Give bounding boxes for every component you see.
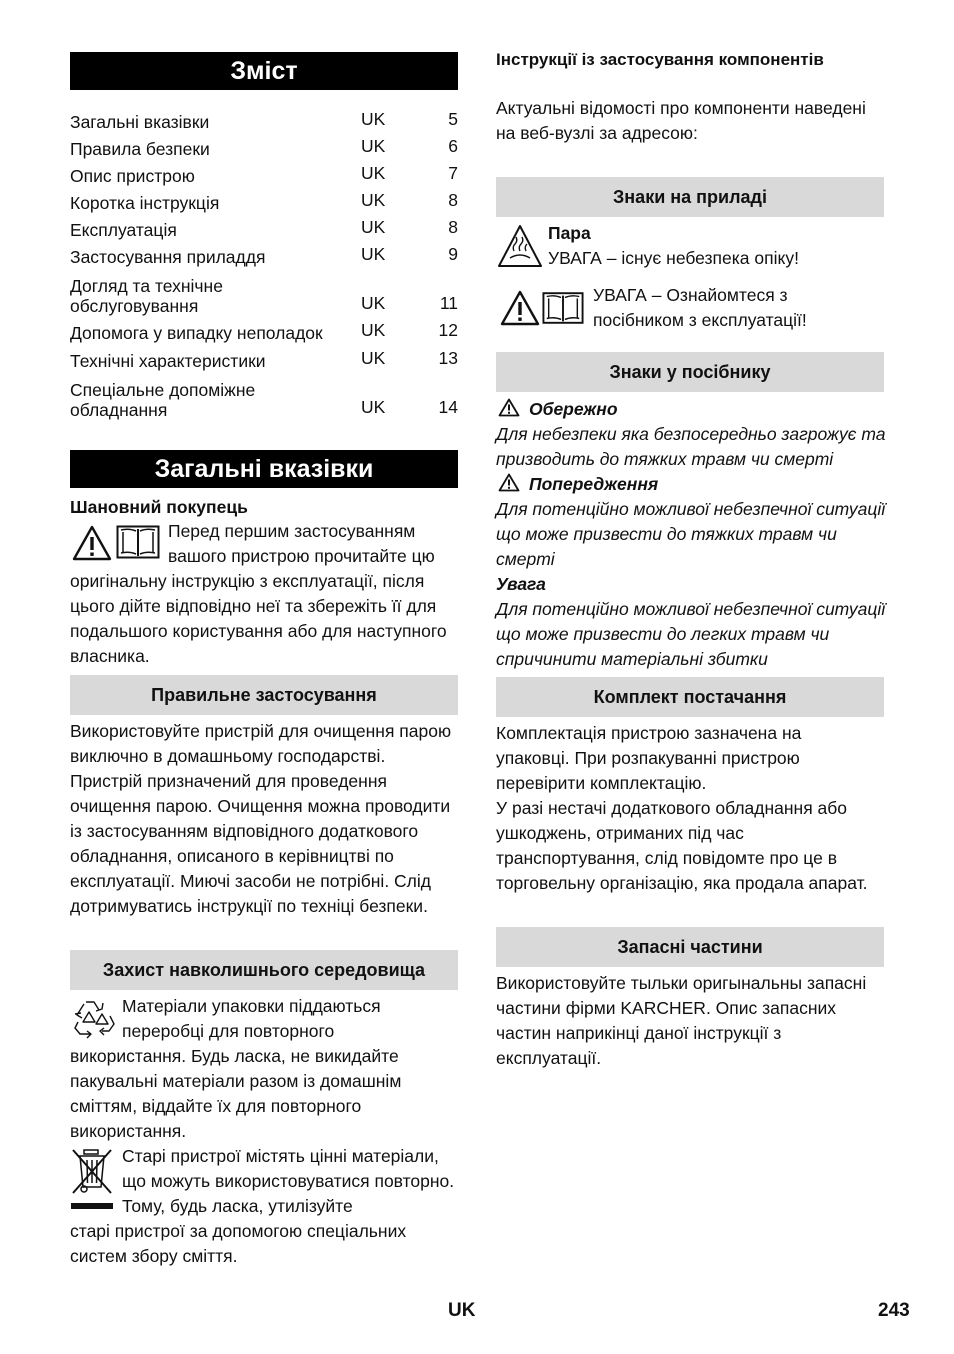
steam-label: Пара [548, 223, 591, 243]
intro-first-lines: Перед першим застосуванням вашого пристрою прочитайте цю [168, 521, 435, 566]
proper-use-text: Використовуйте пристрій для очищення парою виключно в домашньому господарстві. Пристрій призначений для проведення очищення парою. Очищення можна проводити із застосуванням відповідного додаткового обладнання, описаного в керівництві по експлуатації. Миючі засоби не потрібні. Слід дотримуватись інструкції по техніці безпеки. [70, 721, 452, 916]
hot-steam-warning-icon [497, 224, 543, 268]
dear-customer-heading: Шановний покупець [70, 497, 248, 517]
table-of-contents [70, 105, 458, 420]
crossed-bin-icon [70, 1147, 114, 1217]
steam-text: УВАГА – існує небезпека опіку! [548, 248, 799, 268]
toc-row[interactable]: Спеціальне допоміжне обладнання UK 14 [70, 380, 458, 420]
danger-label: Обережно [529, 399, 618, 419]
device-signs-heading: Знаки на приладі [496, 177, 884, 217]
footer-language: UK [448, 1300, 476, 1321]
manual-book-icon [542, 290, 584, 326]
proper-use-heading: Правильне застосування [70, 675, 458, 715]
toc-row[interactable]: Догляд та технічне обслуговування UK 11 [70, 276, 458, 316]
toc-row[interactable]: Коротка інструкція UK 8 [70, 190, 458, 213]
spare-parts-heading: Запасні частини [496, 927, 884, 967]
page-number: 243 [878, 1300, 910, 1321]
small-warning-icon [498, 398, 520, 417]
recycle-icon [72, 998, 116, 1040]
scope-text-2: У разі нестачі додаткового обладнання або ушкоджень, отриманих під час транспортування, слід повідомте про це в торговельну організацію, яка продала апарат. [496, 798, 868, 893]
scope-heading: Комплект постачання [496, 677, 884, 717]
toc-row[interactable]: Застосування приладдя UK 9 [70, 244, 458, 267]
weee-first-lines: Старі пристрої містять цінні матеріали, що можуть використовуватися повторно. Тому, будь ласка, утилізуйте [122, 1146, 455, 1216]
warning-label: Попередження [529, 474, 659, 494]
manual-book-icon [116, 525, 160, 559]
warning-text: Для потенційно можливої небезпечної ситуації що може призвести до тяжких травм чи смерті [496, 499, 886, 569]
weee-text: старі пристрої за допомогою спеціальних систем збору сміття. [70, 1221, 407, 1266]
recycle-first-lines: Матеріали упаковки піддаються переробці для повторного [122, 996, 381, 1041]
spare-parts-text: Використовуйте тыльки оригынальны запасні частини фірми KARCHER. Опис запасних частин наприкінці даної інструкції з експлуатації. [496, 973, 867, 1068]
warning-triangle-icon [72, 525, 112, 561]
toc-row[interactable]: Опис пристрою UK 7 [70, 163, 458, 186]
toc-heading: Зміст [70, 52, 458, 90]
caution-label: Увага [496, 574, 546, 594]
small-warning-icon [498, 473, 520, 492]
manual-signs-heading: Знаки у посібнику [496, 352, 884, 392]
toc-row[interactable]: Загальні вказівки UK 5 [70, 109, 458, 132]
components-text: Актуальні відомості про компоненти наведені на веб-вузлі за адресою: [496, 98, 866, 143]
danger-text: Для небезпеки яка безпосередньо загрожує та призводить до тяжких травм чи смерті [496, 424, 886, 469]
components-heading: Інструкції із застосування компонентів [496, 50, 824, 69]
caution-text: Для потенційно можливої небезпечної ситуації що може призвести до легких травм чи спричинити матеріальні збитки [496, 599, 886, 669]
recycle-text: використання. Будь ласка, не викидайте пакувальні матеріали разом із домашнім сміттям, віддайте їх для повторного використання. [70, 1046, 402, 1141]
toc-row[interactable]: Допомога у випадку неполадок UK 12 [70, 320, 458, 343]
toc-row[interactable]: Технічні характеристики UK 13 [70, 348, 458, 371]
general-heading: Загальні вказівки [70, 450, 458, 488]
scope-text-1: Комплектація пристрою зазначена на упаковці. При розпакуванні пристрою перевірити комплектацію. [496, 723, 802, 793]
manual-warning-text: УВАГА – Ознайомтеся з посібником з експлуатації! [593, 285, 807, 330]
toc-row[interactable]: Правила безпеки UK 6 [70, 136, 458, 159]
intro-text: оригінальну інструкцію з експлуатації, після цього дійте відповідно неї та збережіть її для подальшого користування або для наступного власника. [70, 571, 447, 666]
environment-heading: Захист навколишнього середовища [70, 950, 458, 990]
warning-triangle-icon [500, 290, 540, 326]
toc-row[interactable]: Експлуатація UK 8 [70, 217, 458, 240]
